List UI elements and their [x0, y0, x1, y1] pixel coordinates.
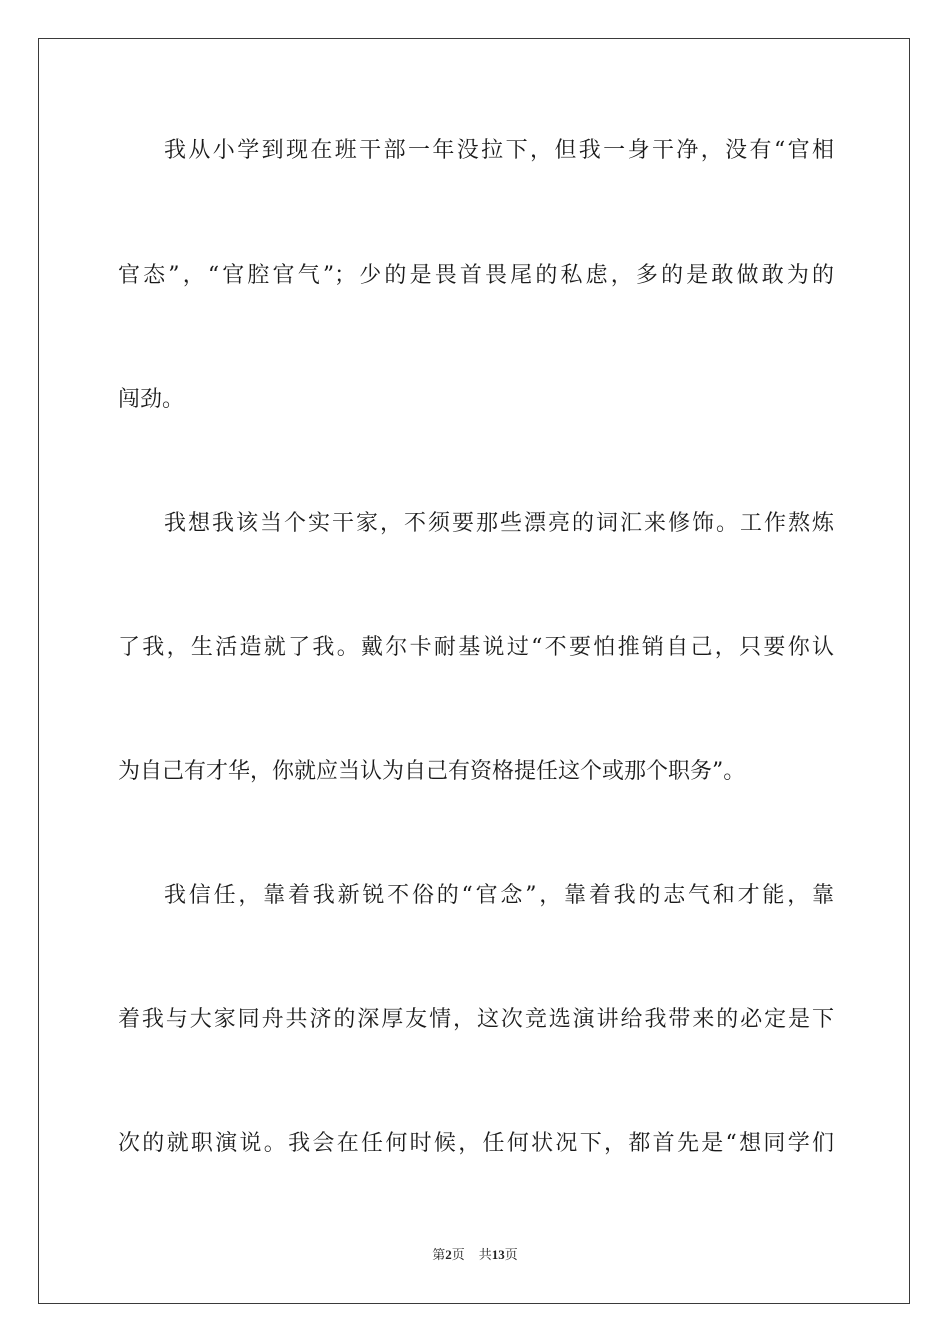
- footer-page-prefix: 第: [432, 1247, 446, 1262]
- paragraph-1-line-1: 我从小学到现在班干部一年没拉下，但我一身干净，没有“官相: [164, 138, 834, 163]
- paragraph-3-line-1: 我信任，靠着我新锐不俗的“官念”，靠着我的志气和才能，靠: [164, 883, 834, 908]
- paragraph-2-line-2: 了我，生活造就了我。戴尔卡耐基说过“不要怕推销自己，只要你认: [118, 635, 834, 660]
- paragraph-2-line-1: 我想我该当个实干家，不须要那些漂亮的词汇来修饰。工作熬炼: [164, 511, 834, 536]
- paragraph-2-line-3: 为自己有才华，你就应当认为自己有资格提任这个或那个职务”。: [118, 759, 746, 784]
- footer-page-suffix: 页: [451, 1247, 465, 1262]
- footer-total-suffix: 页: [504, 1247, 518, 1262]
- page-footer: [0, 1246, 950, 1264]
- paragraph-1-line-3: 闯劲。: [118, 387, 185, 412]
- paragraph-1-line-2: 官态”，“官腔官气”；少的是畏首畏尾的私虑，多的是敢做敢为的: [118, 263, 834, 288]
- page-border: [38, 38, 910, 1304]
- footer-page-number: 2: [445, 1247, 452, 1262]
- footer-total-prefix: 共: [478, 1247, 492, 1262]
- footer-total-number: 13: [491, 1247, 505, 1262]
- paragraph-3-line-3: 次的就职演说。我会在任何时候，任何状况下，都首先是“想同学们: [118, 1131, 834, 1156]
- paragraph-3-line-2: 着我与大家同舟共济的深厚友情，这次竞选演讲给我带来的必定是下: [118, 1007, 834, 1032]
